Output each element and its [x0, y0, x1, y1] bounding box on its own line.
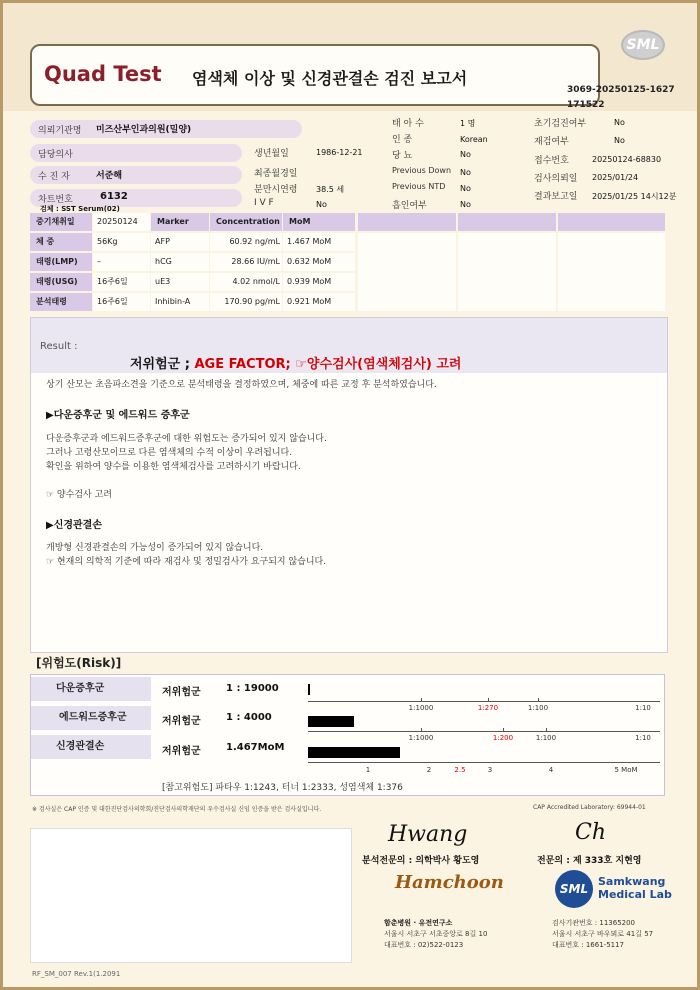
left-address-3: 대표번호 : 02)522-0123 [384, 941, 464, 949]
race-value: Korean [460, 135, 488, 144]
patient-name: 서준해 [96, 171, 123, 181]
patient-label: 수 진 자 [38, 172, 70, 182]
testdate-label: 검사의뢰일 [534, 174, 578, 184]
risk-edwards-level: 저위험군 [162, 716, 201, 727]
marker-name: hCG [151, 253, 209, 271]
smoke-label: 흡인여부 [392, 201, 427, 211]
fetus-label: 태 아 수 [392, 119, 424, 129]
grid-value: 56Kg [93, 233, 150, 251]
right-address-3: 대표번호 : 1661-5117 [552, 941, 625, 949]
prevntd-label: Previous NTD [392, 182, 446, 191]
axis-mark [503, 728, 504, 732]
chart-label: 차트번호 [38, 195, 73, 205]
marker-conc: 170.90 pg/mL [210, 293, 282, 311]
risk-edwards-bar [308, 716, 354, 727]
result-headline: 저위험군 ; AGE FACTOR; ☞양수검사(염색체검사) 고려 [130, 357, 462, 372]
ivf-label: I V F [254, 198, 274, 208]
first-label: 초기검진여부 [534, 119, 587, 129]
axis-mark [488, 698, 489, 702]
mom-header: MoM [283, 213, 355, 231]
risk-edwards-value: 1 : 4000 [226, 712, 272, 723]
risk-down-level: 저위험군 [162, 687, 201, 698]
concentration-header: Concentration [210, 213, 282, 231]
report-date-value: 2025/01/25 14시12분 [592, 192, 677, 201]
age-label: 분만시연령 [254, 185, 298, 195]
form-number: RF_SM_007 Rev.1(1.2091 [32, 970, 121, 978]
hospital-value: 미즈산부인과의원(밀양) [96, 125, 192, 135]
right-address-1: 검사기관번호 : 11365200 [552, 919, 636, 927]
chart-number: 6132 [100, 191, 128, 202]
empty-cell [358, 233, 456, 311]
marker-mom: 0.632 MoM [283, 253, 355, 271]
axis-tick-cutoff: 2.5 [454, 766, 466, 774]
amnio-recommend: ☞ 양수검사 고려 [46, 490, 112, 500]
axis-mark [538, 698, 539, 702]
grid-label: 분석태령 [30, 293, 92, 311]
empty-cell [358, 213, 456, 231]
axis-tick: 2 [426, 766, 432, 774]
first-value: No [614, 118, 625, 127]
birth-label: 생년월일 [254, 149, 289, 159]
report-subtitle: 염색체 이상 및 신경관결손 검진 보고서 [192, 69, 468, 88]
doctor-label: 담당의사 [38, 150, 73, 160]
risk-ntd-bar [308, 747, 400, 758]
marker-conc: 28.66 IU/mL [210, 253, 282, 271]
left-address-2: 서울시 서초구 서초중앙로 8길 10 [384, 930, 488, 938]
recv-value: 20250124-68830 [592, 155, 662, 164]
marker-name: AFP [151, 233, 209, 251]
axis-tick-cutoff: 1:270 [477, 704, 499, 712]
hospital-label: 의뢰기관명 [38, 126, 82, 136]
grid-value: 16주6일 [93, 293, 150, 311]
retest-label: 재검여부 [534, 137, 569, 147]
samkwang-logo-text: Samkwang Medical Lab [598, 875, 672, 901]
axis-mark [421, 698, 422, 702]
result-label: Result : [40, 341, 78, 352]
risk-ntd-level: 저위험군 [162, 746, 201, 757]
empty-cell [458, 213, 556, 231]
grid-value: 20250124 [93, 213, 150, 231]
marker-mom: 1.467 MoM [283, 233, 355, 251]
grid-value: 16주6일 [93, 273, 150, 291]
marker-conc: 4.02 nmol/L [210, 273, 282, 291]
left-address-1: 함춘병원 · 유전연구소 [384, 919, 453, 927]
analyst-name: 분석전문의 : 의학박사 황도영 [362, 856, 480, 866]
retest-value: No [614, 136, 625, 145]
down-heading: ▶다운증후군 및 에드워드 증후군 [46, 410, 190, 421]
marker-conc: 60.92 ng/mL [210, 233, 282, 251]
empty-cell [558, 213, 665, 231]
empty-cell [458, 233, 556, 311]
axis-tick: 1:1000 [408, 734, 434, 742]
risk-axis-3 [308, 762, 660, 763]
axis-tick: 1:100 [535, 734, 557, 742]
risk-ntd-label: 신경관결손 [31, 735, 151, 759]
document-number: 3069-20250125-1627 171522 [567, 85, 675, 110]
analyst-signature: Hwang [388, 822, 468, 847]
grid-label: 중기채취일 [30, 213, 92, 231]
axis-tick: 5 MoM [614, 766, 638, 774]
specimen: 검체 : SST Serum(02) [40, 205, 120, 213]
diabetes-label: 당 뇨 [392, 151, 413, 161]
grid-value: – [93, 253, 150, 271]
grid-label: 체 중 [30, 233, 92, 251]
marker-grid [30, 213, 665, 311]
prevntd-value: No [460, 184, 471, 193]
blank-area [30, 828, 352, 963]
prevdown-label: Previous Down [392, 166, 452, 175]
grid-label: 태령(USG) [30, 273, 92, 291]
prevdown-value: No [460, 168, 471, 177]
cap-number: CAP Accredited Laboratory: 69944-01 [533, 804, 646, 811]
risk-edwards-label: 에드워드증후군 [31, 706, 151, 730]
down-text-2: 그러나 고령산모이므로 다른 염색체의 수적 이상이 우려됩니다. [46, 448, 293, 458]
hamchoon-logo: Hamchoon [395, 872, 504, 893]
axis-tick: 1:1000 [408, 704, 434, 712]
grid-label: 태령(LMP) [30, 253, 92, 271]
marker-name: Inhibin-A [151, 293, 209, 311]
axis-tick: 1:10 [635, 734, 651, 742]
risk-down-value: 1 : 19000 [226, 683, 279, 694]
specialist-signature: Ch [575, 820, 607, 845]
down-text-1: 다운증후군과 에드워드증후군에 대한 위험도는 증가되어 있지 않습니다. [46, 434, 327, 444]
axis-tick-cutoff: 1:200 [492, 734, 514, 742]
birth-value: 1986-12-21 [316, 148, 363, 157]
reference-risk: [참고위험도] 파타우 1:1243, 터너 1:2333, 성염색체 1:376 [162, 783, 403, 793]
axis-tick: 1 [365, 766, 371, 774]
ntd-text-2: ☞ 현재의 의학적 기준에 따라 재검사 및 정밀검사가 요구되지 않습니다. [46, 557, 327, 567]
marker-mom: 0.939 MoM [283, 273, 355, 291]
testdate-value: 2025/01/24 [592, 173, 639, 182]
specialist-name: 전문의 : 제 333호 지현영 [537, 856, 642, 866]
axis-tick: 4 [548, 766, 554, 774]
race-label: 인 종 [392, 135, 413, 145]
risk-title: [위험도(Risk)] [36, 656, 122, 670]
risk-axis-1 [308, 701, 660, 702]
risk-down-label: 다운증후군 [31, 677, 151, 701]
report-title: Quad Test [44, 62, 162, 86]
result-line: 상기 산모는 초음파소견을 기준으로 분석태령을 결정하였으며, 체중에 따른 교정 후 분석하였습니다. [46, 380, 437, 390]
cap-note: ※ 검사실은 CAP 인증 및 대한진단검사의학회/진단검사의학재단의 우수검사실 신임 인증을 받은 검사실입니다. [32, 806, 322, 813]
down-text-3: 확인을 위하여 양수를 이용한 염색체검사를 고려하시기 바랍니다. [46, 462, 301, 472]
ivf-value: No [316, 200, 327, 209]
ntd-text-1: 개방형 신경관결손의 가능성이 증가되어 있지 않습니다. [46, 543, 264, 553]
smoke-value: No [460, 200, 471, 209]
axis-tick: 1:100 [527, 704, 549, 712]
samkwang-logo-mark: SML [555, 870, 593, 908]
risk-ntd-value: 1.467MoM [226, 742, 285, 753]
empty-cell [558, 233, 665, 311]
fetus-value: 1 명 [460, 119, 476, 128]
marker-header: Marker [151, 213, 209, 231]
sml-logo: SML [621, 30, 665, 60]
marker-mom: 0.921 MoM [283, 293, 355, 311]
axis-tick: 1:10 [635, 704, 651, 712]
report-date-label: 결과보고일 [534, 192, 578, 202]
collect-label: 최종월경일 [254, 169, 298, 179]
age-value: 38.5 세 [316, 185, 345, 194]
diabetes-value: No [460, 150, 471, 159]
ntd-heading: ▶신경관결손 [46, 520, 102, 531]
right-address-2: 서울시 서초구 바우뫼로 41길 57 [552, 930, 654, 938]
axis-mark [421, 728, 422, 732]
risk-axis-2 [308, 731, 660, 732]
recv-label: 접수번호 [534, 156, 569, 166]
axis-mark [546, 728, 547, 732]
marker-name: uE3 [151, 273, 209, 291]
axis-tick: 3 [487, 766, 493, 774]
risk-down-bar [308, 684, 310, 695]
